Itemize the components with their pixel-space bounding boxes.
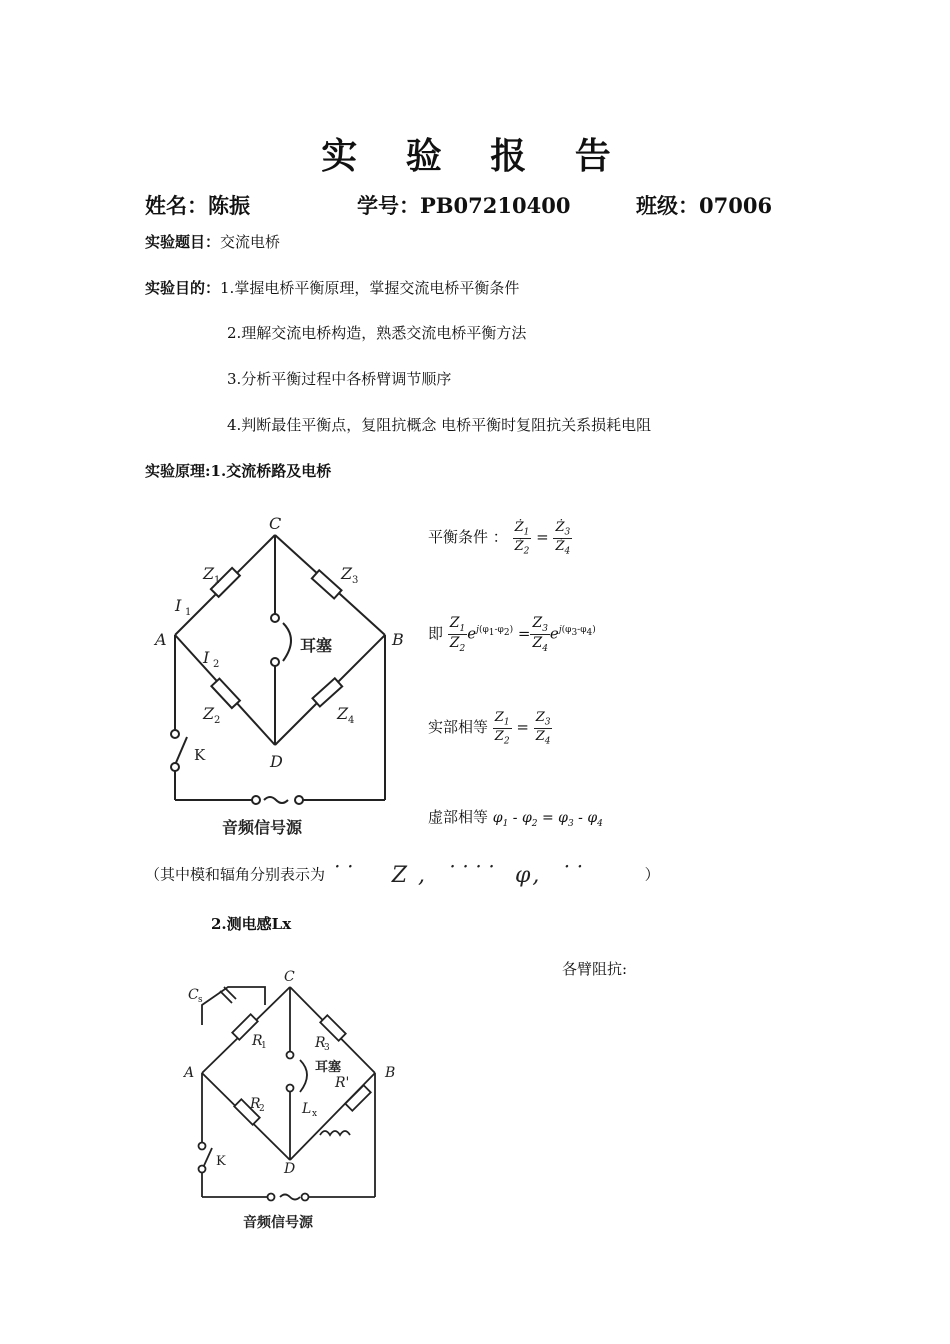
node2-d-label: D bbox=[284, 1161, 296, 1177]
node2-a-label: A bbox=[184, 1065, 195, 1081]
report-title: 实 验 报 告 bbox=[321, 135, 629, 177]
signal-source2-label: 音频信号源 bbox=[243, 1215, 313, 1231]
topic-label: 实验题目： bbox=[145, 233, 221, 251]
signal-source-label: 音频信号源 bbox=[222, 818, 303, 837]
switch-label: K bbox=[194, 746, 206, 764]
balance-condition-row: 平衡条件 ： $\frac{Ż_1}{Ż_2}$ = $\frac{Ż_3}{Ż_4}$ bbox=[428, 520, 571, 557]
purpose-item: 4.判断最佳平衡点，复阻抗概念 电桥平衡时复阻抗关系损耗电阻 bbox=[227, 416, 652, 434]
arm-impedance-label: 各臂阻抗: bbox=[562, 960, 628, 978]
purpose-row bbox=[145, 277, 519, 298]
ie-label: 即 bbox=[428, 624, 444, 643]
z3-label: Z bbox=[341, 564, 353, 583]
z1-label: Z bbox=[203, 564, 215, 583]
node2-b-label: B bbox=[385, 1065, 396, 1081]
i1-label: I bbox=[175, 596, 182, 615]
svg-text:1: 1 bbox=[261, 1041, 267, 1051]
imag-part-row: 虚部相等 $\varphi_1 - \varphi_2 = \varphi_3 - \varphi_4$ bbox=[428, 808, 603, 829]
node-d-label: D bbox=[270, 752, 283, 771]
principle-section-1: 1.交流桥路及电桥 bbox=[210, 462, 332, 480]
bridge-diagram-1 bbox=[145, 505, 415, 845]
student-id: 学号：PB07210400 bbox=[357, 193, 571, 218]
z4-label: Z bbox=[337, 704, 349, 723]
r1-label: R bbox=[252, 1033, 263, 1049]
class-id: 班级：07006 bbox=[636, 193, 773, 218]
svg-text:x: x bbox=[312, 1109, 318, 1119]
node-a-label: A bbox=[155, 630, 167, 649]
note-open: （其中模和辐角分别表示为 bbox=[145, 865, 326, 884]
real-part-label: 实部相等 bbox=[428, 718, 489, 737]
svg-text:3: 3 bbox=[352, 575, 359, 586]
polar-form-row: 即 $\frac{Z_1}{Z_2}$ $e^{j(\varphi_1-\varphi_2)}$ = $\frac{Z_3}{Z_4}$ $e^{j(\varphi_3-\varphi_4)}$ bbox=[428, 615, 596, 654]
real-part-row: 实部相等 $\frac{Z_1}{Z_2}$ = $\frac{Z_3}{Z_4}$ bbox=[428, 710, 551, 747]
switch2-label: K bbox=[216, 1154, 226, 1169]
topic-row bbox=[145, 231, 280, 252]
purpose-item: 1.掌握电桥平衡原理，掌握交流电桥平衡条件 bbox=[220, 279, 520, 297]
z2-label: Z bbox=[203, 704, 215, 723]
cs-label: C bbox=[188, 987, 199, 1003]
node-c-label: C bbox=[269, 514, 282, 533]
svg-text:1: 1 bbox=[185, 607, 192, 618]
purpose-item: 3.分析平衡过程中各桥臂调节顺序 bbox=[227, 370, 452, 388]
principle-row bbox=[145, 460, 331, 481]
svg-text:s: s bbox=[198, 995, 203, 1005]
svg-text:1: 1 bbox=[214, 575, 221, 586]
balance-condition-label: 平衡条件 ： bbox=[428, 528, 508, 547]
node-b-label: B bbox=[392, 630, 404, 649]
lx-label: L bbox=[302, 1101, 312, 1117]
earphone-label: 耳塞 bbox=[300, 636, 333, 655]
notation-note: （其中模和辐角分别表示为 ˙˙ Z , ˙˙˙˙ φ, ˙˙ ） bbox=[145, 863, 660, 888]
principle-section-2: 2.测电感Lx bbox=[211, 915, 292, 933]
imag-part-label: 虚部相等 bbox=[428, 808, 489, 826]
svg-text:3: 3 bbox=[324, 1043, 330, 1053]
student-name: 姓名：陈振 bbox=[145, 193, 250, 218]
svg-text:2: 2 bbox=[259, 1104, 265, 1114]
svg-text:2: 2 bbox=[214, 715, 221, 726]
rp-label: R' bbox=[335, 1075, 350, 1091]
svg-text:2: 2 bbox=[213, 659, 220, 670]
purpose-label: 实验目的： bbox=[145, 279, 221, 297]
r2-label: R bbox=[250, 1096, 261, 1112]
principle-label: 实验原理: bbox=[145, 462, 211, 480]
purpose-item: 2.理解交流电桥构造，熟悉交流电桥平衡方法 bbox=[227, 324, 527, 342]
r3-label: R bbox=[315, 1035, 326, 1051]
earphone2-label: 耳塞 bbox=[315, 1060, 342, 1075]
note-close: ） bbox=[644, 865, 660, 884]
node2-c-label: C bbox=[284, 969, 295, 985]
i2-label: I bbox=[203, 648, 210, 667]
bridge-diagram-2 bbox=[180, 965, 410, 1235]
topic-value: 交流电桥 bbox=[220, 233, 281, 251]
svg-text:4: 4 bbox=[348, 715, 355, 726]
